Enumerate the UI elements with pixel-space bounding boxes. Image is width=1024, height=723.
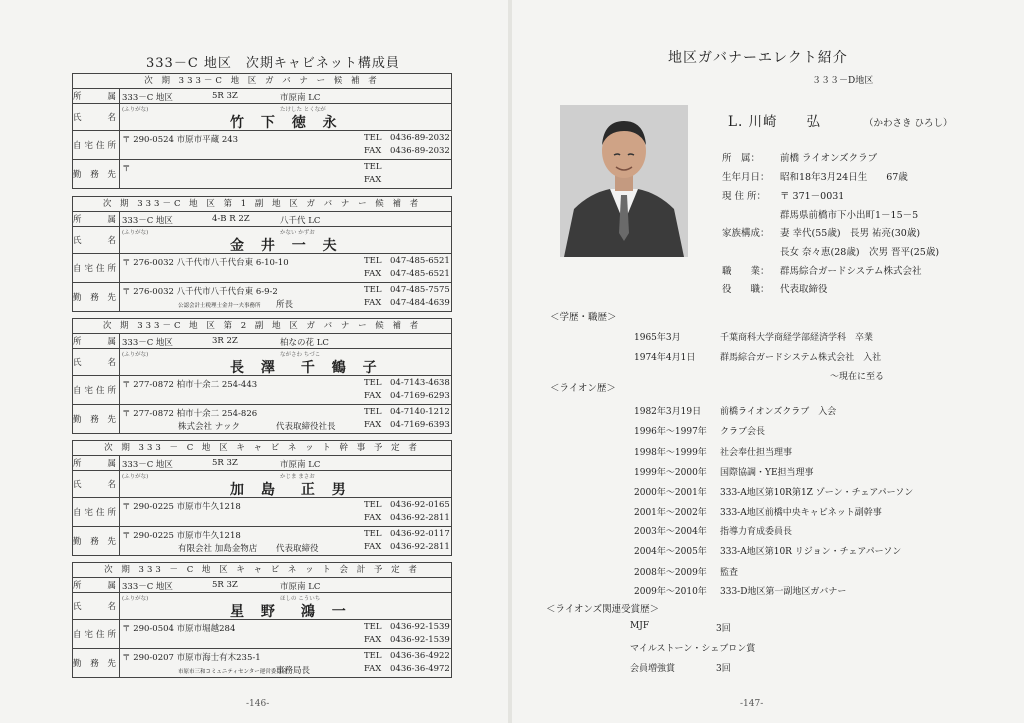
work-organization: 公認会計士税理士金井一夫事務所	[178, 303, 261, 309]
work-address: 〒	[122, 164, 131, 174]
work-title: 所長	[276, 300, 294, 310]
table-header: 次 期 333－C 地 区 ガ バ ナ ー 候 補 者	[73, 74, 451, 89]
history-event: 3回	[716, 664, 731, 674]
history-year: 1998年～1999年	[634, 448, 707, 458]
history-year: 2000年～2001年	[634, 488, 707, 498]
home-fax: 0436-92-1539	[390, 635, 450, 645]
fax-label: FAX	[364, 175, 382, 185]
fax-label: FAX	[364, 542, 382, 552]
profile-value: 前橋 ライオンズクラブ	[780, 153, 878, 164]
affiliation-label: 所 属	[73, 334, 120, 348]
member-name: 星 野 鴻 一	[230, 604, 352, 620]
governor-name: L. 川崎 弘	[728, 114, 822, 130]
home-fax: 0436-92-2811	[390, 513, 450, 523]
history-year: 2008年～2009年	[634, 568, 707, 578]
affiliation-club: 市原南 LC	[280, 582, 321, 592]
member-name: 長 澤 千 鶴 子	[230, 360, 383, 376]
affiliation-district: 333－C 地区	[122, 460, 173, 470]
table-header: 次 期 333－C 地 区 第 1 副 地 区 ガ バ ナ ー 候 補 者	[73, 197, 451, 212]
name-label: 氏 名	[73, 593, 120, 619]
history-year: マイルストーン・シェブロン賞	[630, 644, 756, 654]
member-name: 竹 下 徳 永	[230, 115, 343, 131]
history-event: 333-A地区第10R第1Z ゾーン・チェアパーソン	[720, 488, 914, 498]
home-tel: 0436-92-1539	[390, 622, 450, 632]
home-address: 〒 276-0032 八千代市八千代台東 6-10-10	[122, 258, 289, 268]
table-header: 次 期 333 － C 地 区 キ ャ ビ ネ ッ ト 幹 事 予 定 者	[73, 441, 451, 456]
home-tel: 04-7143-4638	[390, 378, 450, 388]
right-page-number: -147-	[740, 699, 764, 709]
work-address: 〒 290-0225 市原市牛久1218	[122, 531, 241, 541]
home-address: 〒 290-0225 市原市牛久1218	[122, 502, 241, 512]
work-fax: 0436-36-4972	[390, 664, 450, 674]
left-page-number: -146-	[246, 699, 270, 709]
affiliation-district: 333－C 地区	[122, 93, 173, 103]
work-address: 〒 290-0207 市原市海士有木235-1	[122, 653, 261, 663]
history-event: 333-A地区前橋中央キャビネット副幹事	[720, 508, 882, 518]
history-year: 1999年～2000年	[634, 468, 707, 478]
profile-key: 現 住 所：	[722, 191, 767, 202]
furigana-label: (ふりがな)	[122, 596, 149, 602]
work-title: 代表取締役	[276, 544, 319, 554]
work-address: 〒 276-0032 八千代市八千代台東 6-9-2	[122, 287, 278, 297]
work-title: 代表取締役社長	[276, 422, 336, 432]
table-header: 次 期 333－C 地 区 第 2 副 地 区 ガ バ ナ ー 候 補 者	[73, 319, 451, 334]
profile-value: 〒 371－0031	[780, 191, 845, 202]
left-page	[0, 0, 508, 723]
governor-portrait-photo	[560, 105, 688, 257]
fax-label: FAX	[364, 298, 382, 308]
work-label: 勤 務 先	[73, 160, 120, 188]
profile-key: 家族構成：	[722, 228, 770, 239]
section-title: ＜学歴・職歴＞	[550, 312, 617, 323]
affiliation-zone: 5R 3Z	[212, 580, 238, 590]
home-tel: 047-485-6521	[390, 256, 450, 266]
portrait-figure	[560, 105, 688, 257]
home-address-label: 自宅住所	[73, 498, 120, 526]
affiliation-district: 333－C 地区	[122, 338, 173, 348]
fax-label: FAX	[364, 635, 382, 645]
history-year: 2003年～2004年	[634, 527, 707, 537]
name-kana: かじま まさお	[280, 474, 315, 480]
work-tel: 047-485-7575	[390, 285, 450, 295]
work-tel: 0436-92-0117	[390, 529, 450, 539]
home-fax: 047-485-6521	[390, 269, 450, 279]
history-year: 1996年～1997年	[634, 427, 707, 437]
name-kana: かない かずお	[280, 230, 315, 236]
profile-value: 代表取締役	[780, 284, 828, 295]
member-name: 金 井 一 夫	[230, 238, 343, 254]
home-tel: 0436-89-2032	[390, 133, 450, 143]
section-title: ＜ライオンズ関連受賞歴＞	[546, 604, 660, 615]
affiliation-district: 333－C 地区	[122, 216, 173, 226]
affiliation-district: 333－C 地区	[122, 582, 173, 592]
district-label: ３３３－D地区	[812, 76, 874, 86]
work-organization: 市原市三和コミュニティセンター運営委員会	[178, 669, 288, 675]
affiliation-label: 所 属	[73, 578, 120, 592]
name-kana: たけした とくなが	[280, 107, 326, 113]
affiliation-label: 所 属	[73, 456, 120, 470]
tel-label: TEL	[364, 256, 382, 266]
home-address: 〒 290-0524 市原市平蔵 243	[122, 135, 239, 145]
fax-label: FAX	[364, 420, 382, 430]
work-tel: 0436-36-4922	[390, 651, 450, 661]
left-page-title: 333－C 地区 次期キャビネット構成員	[146, 56, 400, 71]
profile-value: 群馬綜合ガードシステム株式会社	[780, 266, 922, 277]
home-address-label: 自宅住所	[73, 254, 120, 282]
work-label: 勤 務 先	[73, 283, 120, 311]
home-fax: 0436-89-2032	[390, 146, 450, 156]
furigana-label: (ふりがな)	[122, 352, 149, 358]
history-year: 1982年3月19日	[634, 407, 702, 417]
cabinet-member-table	[72, 73, 452, 189]
tel-label: TEL	[364, 407, 382, 417]
history-event: 333-A地区第10R リジョン・チェアパーソン	[720, 547, 902, 557]
home-address-label: 自宅住所	[73, 131, 120, 159]
history-event: 333-D地区第一副地区ガバナー	[720, 587, 847, 597]
affiliation-club: 市原南 LC	[280, 460, 321, 470]
table-header: 次 期 333 － C 地 区 キ ャ ビ ネ ッ ト 会 計 予 定 者	[73, 563, 451, 578]
cabinet-member-table	[72, 562, 452, 678]
tel-label: TEL	[364, 529, 382, 539]
fax-label: FAX	[364, 513, 382, 523]
name-label: 氏 名	[73, 104, 120, 130]
home-address: 〒 277-0872 柏市十余二 254-443	[122, 380, 258, 390]
history-year: MJF	[630, 621, 650, 631]
work-company: 株式会社 ナック	[178, 422, 241, 432]
history-event: 社会奉仕担当理事	[720, 448, 793, 458]
history-event: 3回	[716, 624, 731, 634]
cabinet-member-table	[72, 440, 452, 556]
history-year: 1965年3月	[634, 333, 681, 343]
cabinet-member-table	[72, 318, 452, 434]
tel-label: TEL	[364, 651, 382, 661]
name-label: 氏 名	[73, 349, 120, 375]
affiliation-label: 所 属	[73, 212, 120, 226]
tel-label: TEL	[364, 622, 382, 632]
profile-value: 昭和18年3月24日生 67歳	[780, 172, 908, 183]
home-fax: 04-7169-6293	[390, 391, 450, 401]
profile-key: 生年月日：	[722, 172, 770, 183]
affiliation-club: 八千代 LC	[280, 216, 321, 226]
cabinet-member-table	[72, 196, 452, 312]
profile-value: 妻 幸代(55歳) 長男 祐亮(30歳)	[780, 228, 921, 239]
tel-label: TEL	[364, 162, 382, 172]
history-event: クラブ会長	[720, 427, 766, 437]
history-event: ～現在に至る	[830, 372, 885, 382]
work-tel: 04-7140-1212	[390, 407, 450, 417]
work-fax: 047-484-4639	[390, 298, 450, 308]
fax-label: FAX	[364, 269, 382, 279]
history-event: 前橋ライオンズクラブ 入会	[720, 407, 837, 417]
furigana-label: (ふりがな)	[122, 474, 149, 480]
work-address: 〒 277-0872 柏市十余二 254-826	[122, 409, 258, 419]
tel-label: TEL	[364, 378, 382, 388]
affiliation-zone: 4-B R 2Z	[212, 214, 250, 224]
history-year: 2001年～2002年	[634, 508, 707, 518]
profile-value: 群馬県前橋市下小出町1－15－5	[780, 210, 919, 221]
work-fax: 0436-92-2811	[390, 542, 450, 552]
profile-key: 役 職：	[722, 284, 770, 295]
work-title: 事務局長	[276, 666, 311, 676]
affiliation-zone: 3R 2Z	[212, 336, 238, 346]
work-label: 勤 務 先	[73, 405, 120, 433]
home-address-label: 自宅住所	[73, 376, 120, 404]
right-page-title: 地区ガバナーエレクト紹介	[668, 50, 848, 66]
work-label: 勤 務 先	[73, 527, 120, 555]
work-fax: 04-7169-6393	[390, 420, 450, 430]
history-year: 会員増強賞	[630, 664, 676, 674]
affiliation-club: 市原南 LC	[280, 93, 321, 103]
work-label: 勤 務 先	[73, 649, 120, 677]
profile-key: 職 業：	[722, 266, 770, 277]
tel-label: TEL	[364, 285, 382, 295]
history-event: 千葉商科大学商経学部経済学科 卒業	[720, 333, 874, 343]
name-kana: ほしの こういち	[280, 596, 321, 602]
profile-value: 長女 奈々恵(28歳) 次男 晋平(25歳)	[780, 247, 940, 258]
fax-label: FAX	[364, 664, 382, 674]
affiliation-club: 柏なの花 LC	[280, 338, 329, 348]
affiliation-label: 所 属	[73, 89, 120, 103]
home-address: 〒 290-0504 市原市堀越284	[122, 624, 236, 634]
fax-label: FAX	[364, 146, 382, 156]
name-label: 氏 名	[73, 227, 120, 253]
fax-label: FAX	[364, 391, 382, 401]
furigana-label: (ふりがな)	[122, 107, 149, 113]
governor-name-kana: （かわさき ひろし）	[864, 118, 953, 129]
affiliation-zone: 5R 3Z	[212, 458, 238, 468]
profile-key: 所 属：	[722, 153, 761, 164]
history-event: 指導力育成委員長	[720, 527, 793, 537]
name-kana: ながさわ ちづこ	[280, 352, 321, 358]
affiliation-zone: 5R 3Z	[212, 91, 238, 101]
home-tel: 0436-92-0165	[390, 500, 450, 510]
history-event: 群馬綜合ガードシステム株式会社 入社	[720, 353, 882, 363]
name-label: 氏 名	[73, 471, 120, 497]
tel-label: TEL	[364, 500, 382, 510]
member-name: 加 島 正 男	[230, 482, 352, 498]
home-address-label: 自宅住所	[73, 620, 120, 648]
history-year: 2004年～2005年	[634, 547, 707, 557]
work-company: 有限会社 加島金物店	[178, 544, 258, 554]
history-year: 1974年4月1日	[634, 353, 696, 363]
history-event: 国際協調・YE担当理事	[720, 468, 814, 478]
history-event: 監査	[720, 568, 739, 578]
tel-label: TEL	[364, 133, 382, 143]
history-year: 2009年～2010年	[634, 587, 707, 597]
furigana-label: (ふりがな)	[122, 230, 149, 236]
section-title: ＜ライオン歴＞	[550, 383, 616, 394]
